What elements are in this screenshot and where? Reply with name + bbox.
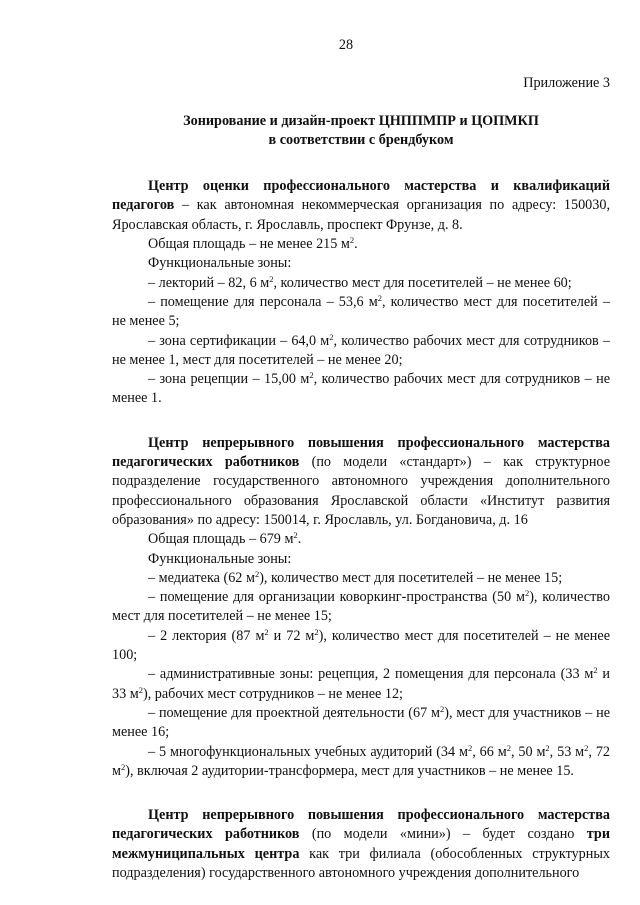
- superscript: 2: [349, 235, 355, 246]
- text-run: , количество мест для посетителей – не менее 5;: [112, 293, 610, 330]
- paragraph: [112, 569, 610, 588]
- document-title: [112, 112, 610, 151]
- text-run: – медиатека (62 м: [148, 569, 255, 586]
- text-run: Общая площадь – не менее 215 м: [148, 236, 350, 253]
- paragraph: [112, 434, 610, 530]
- bold-text: Центр оценки профессионального мастерства и квалификаций педагогов: [112, 178, 610, 214]
- text-run: – зона рецепции – 15,00 м: [148, 371, 310, 388]
- paragraph: [112, 530, 610, 549]
- bold-text: три межмуниципальных центра: [112, 826, 610, 862]
- text-run: , количество рабочих мест для сотрудников – не менее 1, мест для посетителей – не менее 20;: [112, 332, 610, 368]
- text-run: и 72 м: [268, 627, 315, 644]
- paragraph: [112, 332, 610, 371]
- text-run: .: [297, 531, 302, 548]
- paragraph: [112, 254, 610, 273]
- section-standard-center: [112, 434, 610, 781]
- text-run: , 66 м: [472, 743, 507, 760]
- section-certification-center: [112, 177, 610, 409]
- page-number: 28: [338, 37, 354, 53]
- paragraph: [112, 588, 610, 627]
- bold-text: Центр непрерывного повышения профессионального мастерства педагогических работников: [112, 434, 610, 471]
- superscript: 2: [584, 742, 589, 753]
- paragraph: [112, 177, 610, 235]
- paragraph: [112, 274, 610, 293]
- superscript: 2: [269, 273, 274, 284]
- appendix-label: Приложение 3: [523, 75, 610, 92]
- paragraph: [112, 235, 610, 254]
- text-run: и 33 м: [112, 666, 611, 702]
- text-run: – зона сертификации – 64,0 м: [148, 332, 330, 349]
- text-run: , 50 м: [510, 743, 546, 760]
- text-run: (по модели «мини») – будет создано: [299, 826, 587, 843]
- text-run: , 72 м: [112, 743, 611, 779]
- section-mini-center: [112, 806, 610, 883]
- superscript: 2: [506, 742, 511, 753]
- text-run: – помещение для организации коворкинг-пространства (50 м: [148, 589, 525, 606]
- text-run: – 5 многофункциональных учебных аудиторий (34 м: [148, 743, 468, 760]
- text-run: – помещение для проектной деятельности (67 м: [148, 704, 441, 721]
- title-line-1: Зонирование и дизайн-проект ЦНППМПР и ЦОПМКП: [183, 112, 539, 129]
- paragraph: [112, 627, 610, 666]
- text-run: ), количество мест для посетителей – не менее 15;: [259, 569, 563, 586]
- paragraph: [112, 370, 610, 409]
- superscript: 2: [524, 588, 530, 599]
- text-run: , количество мест для посетителей – не менее 60;: [273, 274, 572, 291]
- superscript: 2: [593, 665, 598, 676]
- paragraph: [112, 665, 610, 704]
- superscript: 2: [467, 742, 473, 753]
- text-run: ), количество мест для посетителей – не менее 15;: [112, 589, 610, 625]
- superscript: 2: [314, 626, 319, 637]
- title-line-2: в соответствии с брендбуком: [268, 131, 454, 148]
- paragraph: [112, 806, 610, 883]
- text-run: (по модели «стандарт») – как структурное подразделение государственного автономного учреждения дополнительного профессионального образования Ярославской области «Институт развития образования» по адресу: 150014, г. Ярославль, ул. Богдановича, д. 16: [112, 454, 610, 528]
- text-run: , 53 м: [549, 743, 585, 760]
- superscript: 2: [309, 370, 314, 381]
- text-run: – как автономная некоммерческая организация по адресу: 150030, Ярославская область, г. Ярославль, проспект Фрунзе, д. 8.: [112, 197, 610, 233]
- text-run: – лекторий – 82, 6 м: [148, 274, 270, 291]
- text-run: ), рабочих мест сотрудников – не менее 12;: [142, 685, 403, 702]
- superscript: 2: [293, 530, 298, 541]
- text-run: – 2 лектория (87 м: [148, 627, 265, 644]
- text-run: , количество рабочих мест для сотрудников – не менее 1.: [112, 371, 610, 407]
- superscript: 2: [329, 331, 334, 342]
- paragraph: [112, 550, 610, 569]
- bold-text: Центр непрерывного повышения профессионального мастерства педагогических работников: [112, 807, 610, 843]
- text-run: ), включая 2 аудитории-трансформера, мест для участников – не менее 15.: [125, 762, 574, 779]
- superscript: 2: [120, 761, 126, 772]
- text-run: ), количество мест для посетителей – не менее 100;: [112, 627, 610, 664]
- superscript: 2: [440, 703, 445, 714]
- superscript: 2: [264, 626, 269, 637]
- superscript: 2: [545, 742, 550, 753]
- paragraph: [112, 743, 610, 782]
- text-run: ), мест для участников – не менее 16;: [112, 704, 610, 741]
- text-run: – административные зоны: рецепция, 2 помещения для персонала (33 м: [148, 666, 594, 683]
- superscript: 2: [377, 292, 382, 303]
- text-run: Общая площадь – 679 м: [148, 531, 294, 548]
- text-run: .: [354, 236, 358, 253]
- paragraph: [112, 704, 610, 743]
- paragraph: [112, 293, 610, 332]
- superscript: 2: [138, 684, 143, 695]
- text-run: Функциональные зоны:: [148, 255, 292, 272]
- text-run: как три филиала (обособленных структурных подразделения) государственного автономного учреждения дополнительного: [112, 845, 610, 881]
- text-run: Функциональные зоны:: [148, 550, 292, 567]
- text-run: – помещение для персонала – 53,6 м: [148, 293, 378, 310]
- superscript: 2: [254, 568, 260, 579]
